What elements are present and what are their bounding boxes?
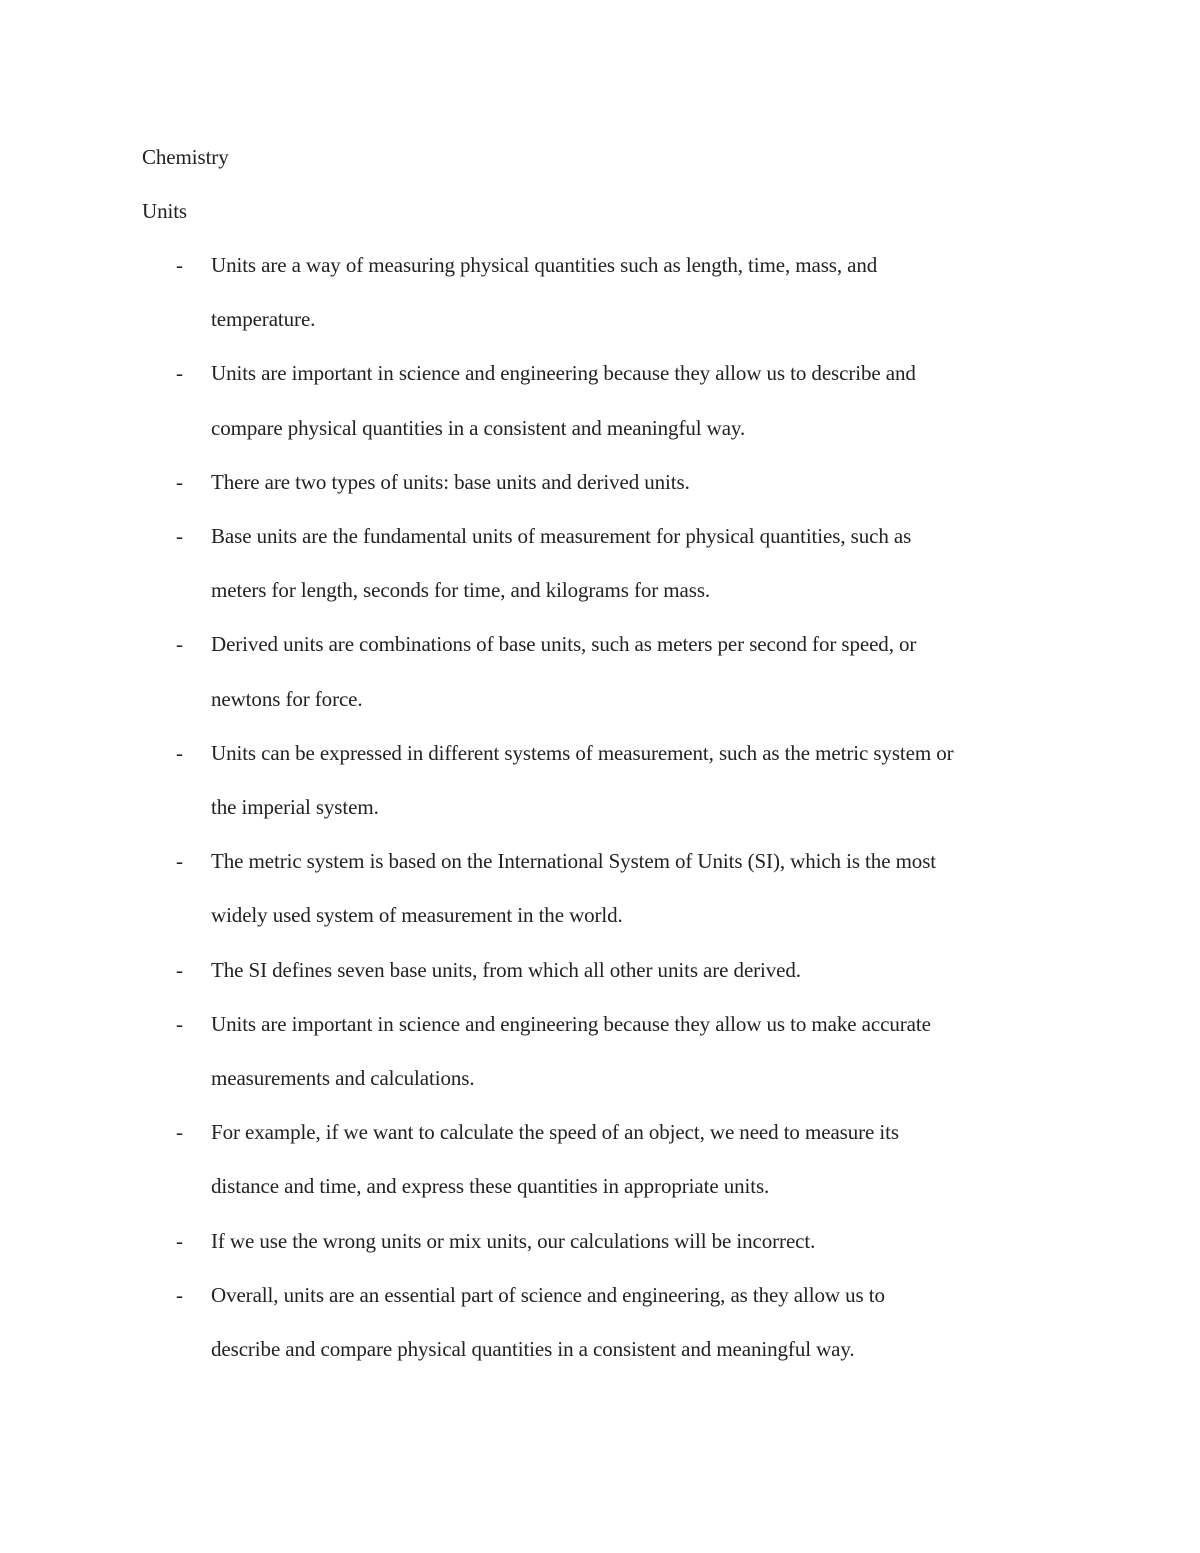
- bullet-dash: -: [176, 741, 183, 765]
- bullet-text-line: describe and compare physical quantities in a consistent and meaningful way.: [211, 1337, 855, 1361]
- bullet-text-line: the imperial system.: [211, 795, 379, 819]
- bullet-text-line: newtons for force.: [211, 687, 363, 711]
- bullet-text-line: widely used system of measurement in the world.: [211, 903, 623, 927]
- bullet-dash: -: [176, 253, 183, 277]
- bullet-text-line: Derived units are combinations of base units, such as meters per second for speed, or: [211, 632, 917, 656]
- bullet-text-line: There are two types of units: base units and derived units.: [211, 470, 690, 494]
- bullet-dash: -: [176, 361, 183, 385]
- bullet-text-line: Units are a way of measuring physical quantities such as length, time, mass, and: [211, 253, 878, 277]
- bullet-text-line: meters for length, seconds for time, and kilograms for mass.: [211, 578, 711, 602]
- bullet-text-line: compare physical quantities in a consistent and meaningful way.: [211, 416, 746, 440]
- bullet-text-line: Units are important in science and engineering because they allow us to make accurate: [211, 1012, 931, 1036]
- bullet-dash: -: [176, 524, 183, 548]
- bullet-dash: -: [176, 470, 183, 494]
- bullet-dash: -: [176, 849, 183, 873]
- bullet-text-line: Base units are the fundamental units of measurement for physical quantities, such as: [211, 524, 912, 548]
- bullet-text-line: Overall, units are an essential part of science and engineering, as they allow us to: [211, 1283, 885, 1307]
- document-title: Chemistry: [142, 145, 229, 169]
- bullet-text-line: For example, if we want to calculate the speed of an object, we need to measure its: [211, 1120, 899, 1144]
- bullet-text-line: The metric system is based on the International System of Units (SI), which is the most: [211, 849, 937, 873]
- bullet-text-line: measurements and calculations.: [211, 1066, 475, 1090]
- bullet-text-line: Units can be expressed in different systems of measurement, such as the metric system or: [211, 741, 954, 765]
- section-heading: Units: [142, 199, 188, 223]
- bullet-text-line: temperature.: [211, 307, 316, 331]
- bullet-text-line: The SI defines seven base units, from which all other units are derived.: [211, 958, 801, 982]
- bullet-dash: -: [176, 1120, 183, 1144]
- bullet-text-line: distance and time, and express these quantities in appropriate units.: [211, 1174, 770, 1198]
- bullet-dash: -: [176, 632, 183, 656]
- bullet-dash: -: [176, 958, 183, 982]
- bullet-dash: -: [176, 1012, 183, 1036]
- bullet-text-line: Units are important in science and engineering because they allow us to describe and: [211, 361, 916, 385]
- bullet-dash: -: [176, 1229, 183, 1253]
- bullet-dash: -: [176, 1283, 183, 1307]
- bullet-text-line: If we use the wrong units or mix units, our calculations will be incorrect.: [211, 1229, 816, 1253]
